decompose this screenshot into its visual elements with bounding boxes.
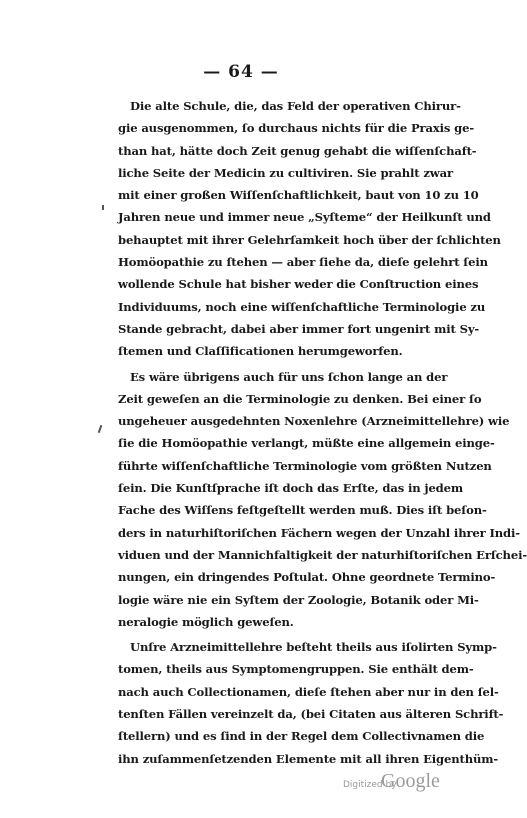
body-text (118, 95, 527, 770)
text-line: Stande gebracht, dabei aber immer fort ungenirt mit Sy- (118, 321, 480, 336)
paragraph-1 (118, 95, 501, 363)
text-line: Jahren neue und immer neue „Syſteme“ der Heilkunſt und (118, 210, 491, 225)
marginal-mark (98, 425, 103, 433)
text-line: ſein. Die Kunſtſprache iſt doch das Erſte, das in jedem (118, 481, 463, 496)
text-line: Individuums, noch eine wiſſenſchaftliche Terminologie zu (118, 299, 486, 314)
text-line: Fache des Wiſſens feſtgeſtellt werden muß. Dies iſt beſon- (118, 503, 487, 518)
text-line: tenſten Fällen vereinzelt da, (bei Citaten aus älteren Schrift- (118, 707, 504, 722)
text-line: ſtemen und Claſſificationen herumgeworfen. (118, 344, 403, 359)
text-line: Homöopathie zu ſtehen — aber ſiehe da, dieſe gelehrt ſein (118, 255, 488, 270)
paragraph-2 (118, 366, 527, 634)
text-line: viduen und der Mannichfaltigkeit der naturhiſtoriſchen Erſchei- (118, 547, 527, 562)
text-line: Zeit geweſen an die Terminologie zu denken. Bei einer ſo (118, 391, 482, 406)
paragraph-3 (118, 636, 504, 770)
text-line: tomen, theils aus Symptomengruppen. Sie enthält dem- (118, 662, 474, 677)
digitized-by-label: Digitized by (343, 780, 397, 790)
text-line: Die alte Schule, die, das Feld der operativen Chirur- (130, 99, 461, 113)
marginal-mark (102, 205, 104, 210)
text-line: behauptet mit ihrer Gelehrſamkeit hoch über der ſchlichten (118, 232, 501, 247)
text-line: wollende Schule hat bisher weder die Conſtruction eines (118, 277, 479, 292)
page-number: — 64 — (203, 62, 279, 82)
text-line: nungen, ein dringendes Poſtulat. Ohne geordnete Termino- (118, 570, 496, 585)
text-line: führte wiſſenſchaftliche Terminologie vom größten Nutzen (118, 458, 492, 473)
text-line: ſtellern) und es ſind in der Regel dem Collectivnamen die (118, 729, 485, 744)
text-line: neralogie möglich geweſen. (118, 614, 294, 629)
text-line: logie wäre nie ein Syſtem der Zoologie, Botanik oder Mi- (118, 592, 479, 607)
text-line: gie ausgenommen, ſo durchaus nichts für die Praxis ge- (118, 121, 474, 136)
text-line: Unſre Arzneimittellehre beſteht theils aus iſolirten Symp- (130, 640, 497, 655)
text-line: ungeheuer ausgedehnten Noxenlehre (Arzneimittellehre) wie (118, 414, 510, 429)
text-line: liche Seite der Medicin zu cultiviren. Sie prahlt zwar (118, 165, 453, 180)
google-watermark: Google (381, 770, 440, 792)
text-line: ihn zuſammenſetzenden Elemente mit all ihren Eigenthüm- (118, 751, 499, 766)
text-line: than hat, hätte doch Zeit genug gehabt die wiſſenſchaft- (118, 143, 477, 158)
text-line: Es wäre übrigens auch für uns ſchon lange an der (130, 369, 448, 384)
text-line: mit einer großen Wiſſenſchaftlichkeit, baut von 10 zu 10 (118, 188, 479, 203)
text-line: ders in naturhiſtoriſchen Fächern wegen der Unzahl ihrer Indi- (118, 525, 520, 540)
text-line: ſie die Homöopathie verlangt, müßte eine allgemein einge- (118, 436, 495, 451)
text-line: nach auch Collectionamen, dieſe ſtehen aber nur in den ſel- (118, 684, 499, 699)
